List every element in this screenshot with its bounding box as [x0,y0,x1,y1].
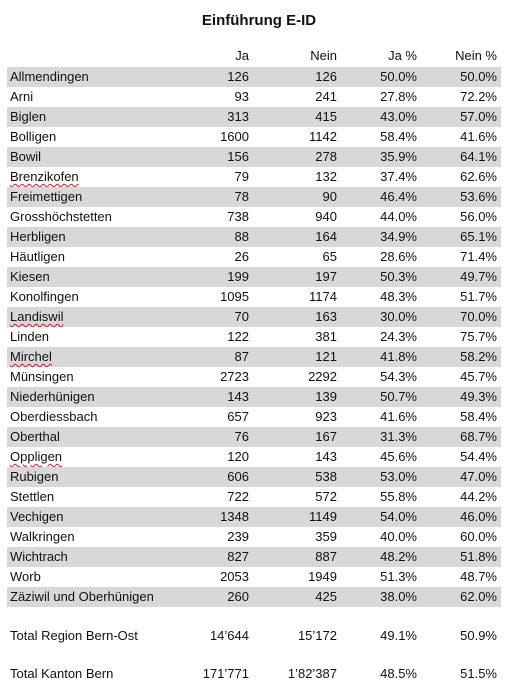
ja-count: 87 [234,349,249,364]
column-header-ja-percent: Ja % [388,48,417,63]
municipality-name: Konolfingen [10,289,79,304]
ja-count: 606 [227,469,249,484]
table-row [7,67,501,87]
nein-count: 121 [315,349,337,364]
nein-percent: 64.1% [460,149,497,164]
nein-percent: 48.7% [460,569,497,584]
municipality-name: Freimettigen [10,189,83,204]
table-row [7,147,501,167]
total-nein: 1’82’387 [287,666,337,681]
nein-count: 381 [315,329,337,344]
nein-percent: 60.0% [460,529,497,544]
nein-count: 164 [315,229,337,244]
nein-count: 241 [315,89,337,104]
ja-count: 827 [227,549,249,564]
table-row [7,207,501,227]
nein-count: 126 [315,69,337,84]
municipality-name: Landiswil [10,309,64,324]
ja-percent: 30.0% [380,309,417,324]
ja-percent: 35.9% [380,149,417,164]
ja-percent: 53.0% [380,469,417,484]
total-nein: 15’172 [297,628,337,643]
ja-count: 143 [227,389,249,404]
results-table [7,45,501,607]
table-row [7,367,501,387]
nein-percent: 62.6% [460,169,497,184]
nein-count: 425 [315,589,337,604]
municipality-name: Kiesen [10,269,50,284]
ja-count: 88 [234,229,249,244]
table-row [7,527,501,547]
table-row [7,227,501,247]
nein-percent: 72.2% [460,89,497,104]
ja-percent: 27.8% [380,89,417,104]
nein-percent: 57.0% [460,109,497,124]
table-row [7,507,501,527]
nein-percent: 45.7% [460,369,497,384]
ja-count: 122 [227,329,249,344]
ja-percent: 44.0% [380,209,417,224]
nein-percent: 47.0% [460,469,497,484]
municipality-name: Mirchel [10,349,52,364]
municipality-name: Bowil [10,149,42,164]
municipality-name: Arni [10,89,34,104]
column-header-nein: Nein [310,48,337,63]
ja-count: 76 [234,429,249,444]
ja-count: 1600 [220,129,249,144]
ja-percent: 41.6% [380,409,417,424]
ja-count: 1095 [220,289,249,304]
nein-percent: 51.8% [460,549,497,564]
nein-percent: 68.7% [460,429,497,444]
ja-percent: 54.3% [380,369,417,384]
ja-count: 2053 [220,569,249,584]
column-header-ja: Ja [235,48,249,63]
ja-count: 738 [227,209,249,224]
ja-count: 70 [234,309,249,324]
total-kanton-row [7,664,501,684]
header-row [7,45,501,67]
column-header-nein-percent: Nein % [455,48,497,63]
ja-percent: 34.9% [380,229,417,244]
municipality-name: Häutligen [10,249,65,264]
table-row [7,427,501,447]
ja-count: 2723 [220,369,249,384]
municipality-name: Bolligen [10,129,57,144]
ja-percent: 51.3% [380,569,417,584]
nein-percent: 53.6% [460,189,497,204]
table-row [7,327,501,347]
nein-count: 2292 [308,369,337,384]
ja-count: 313 [227,109,249,124]
municipality-name: Stettlen [10,489,55,504]
nein-count: 90 [322,189,337,204]
nein-count: 415 [315,109,337,124]
ja-percent: 31.3% [380,429,417,444]
ja-count: 199 [227,269,249,284]
ja-percent: 48.2% [380,549,417,564]
nein-count: 163 [315,309,337,324]
ja-percent: 40.0% [380,529,417,544]
nein-percent: 65.1% [460,229,497,244]
municipality-name: Wichtrach [10,549,68,564]
ja-percent: 54.0% [380,509,417,524]
nein-count: 278 [315,149,337,164]
table-row [7,267,501,287]
nein-count: 887 [315,549,337,564]
ja-percent: 50.3% [380,269,417,284]
table-row [7,467,501,487]
ja-percent: 41.8% [380,349,417,364]
nein-percent: 58.4% [460,409,497,424]
municipality-name: Biglen [10,109,47,124]
total-region-row [7,626,501,646]
table-row [7,107,501,127]
ja-count: 26 [234,249,249,264]
ja-percent: 43.0% [380,109,417,124]
municipality-name: Brenzikofen [10,169,79,184]
table-row [7,187,501,207]
total-ja: 14’644 [209,628,249,643]
table-row [7,447,501,467]
municipality-name: Münsingen [10,369,74,384]
total-ja-percent: 49.1% [380,628,417,643]
table-row [7,347,501,367]
nein-count: 538 [315,469,337,484]
ja-percent: 50.0% [380,69,417,84]
ja-count: 79 [234,169,249,184]
municipality-name: Rubigen [10,469,59,484]
ja-percent: 55.8% [380,489,417,504]
table-row [7,87,501,107]
table-row [7,127,501,147]
nein-percent: 50.0% [460,69,497,84]
table-row [7,307,501,327]
nein-percent: 62.0% [460,589,497,604]
nein-count: 132 [315,169,337,184]
table-row [7,567,501,587]
nein-percent: 46.0% [460,509,497,524]
nein-percent: 44.2% [460,489,497,504]
ja-percent: 38.0% [380,589,417,604]
table-row [7,287,501,307]
ja-percent: 28.6% [380,249,417,264]
ja-percent: 45.6% [380,449,417,464]
nein-percent: 54.4% [460,449,497,464]
ja-count: 120 [227,449,249,464]
nein-count: 940 [315,209,337,224]
table-title: Einführung E-ID [201,12,317,29]
table-row [7,487,501,507]
municipality-name: Vechigen [10,509,64,524]
table-row [7,587,501,607]
ja-count: 78 [234,189,249,204]
municipality-name: Niederhünigen [10,389,95,404]
nein-percent: 41.6% [460,129,497,144]
municipality-name: Oppligen [10,449,63,464]
ja-percent: 37.4% [380,169,417,184]
ja-percent: 50.7% [380,389,417,404]
ja-count: 260 [227,589,249,604]
nein-count: 1949 [308,569,337,584]
table-row [7,387,501,407]
nein-count: 1142 [309,129,337,144]
municipality-name: Grosshöchstetten [10,209,112,224]
municipality-name: Herbligen [10,229,66,244]
nein-count: 1174 [309,289,337,304]
nein-count: 167 [315,429,337,444]
nein-count: 65 [322,249,337,264]
ja-percent: 58.4% [380,129,417,144]
nein-count: 572 [315,489,337,504]
ja-count: 156 [227,149,249,164]
total-nein-percent: 51.5% [460,666,497,681]
table-row [7,547,501,567]
ja-count: 1348 [220,509,249,524]
nein-count: 1149 [309,509,337,524]
total-ja: 171’771 [202,666,249,681]
total-label: Total Kanton Bern [10,666,114,681]
nein-count: 923 [315,409,337,424]
municipality-name: Zäziwil und Oberhünigen [10,589,154,604]
ja-count: 657 [227,409,249,424]
total-label: Total Region Bern-Ost [10,628,138,643]
nein-count: 359 [315,529,337,544]
nein-count: 197 [315,269,337,284]
nein-percent: 75.7% [460,329,497,344]
nein-percent: 56.0% [460,209,497,224]
ja-count: 239 [227,529,249,544]
municipality-name: Worb [10,569,41,584]
table-row [7,247,501,267]
nein-percent: 49.3% [460,389,497,404]
ja-percent: 24.3% [380,329,417,344]
municipality-name: Linden [10,329,50,344]
nein-count: 143 [315,449,337,464]
municipality-name: Oberthal [10,429,60,444]
table-row [7,407,501,427]
nein-percent: 71.4% [460,249,497,264]
nein-percent: 49.7% [460,269,497,284]
ja-percent: 46.4% [380,189,417,204]
nein-percent: 51.7% [460,289,497,304]
ja-count: 722 [227,489,249,504]
ja-count: 93 [234,89,249,104]
total-nein-percent: 50.9% [460,628,497,643]
nein-percent: 58.2% [460,349,497,364]
nein-percent: 70.0% [460,309,497,324]
municipality-name: Allmendingen [10,69,89,84]
total-ja-percent: 48.5% [380,666,417,681]
nein-count: 139 [315,389,337,404]
municipality-name: Oberdiessbach [10,409,98,424]
ja-count: 126 [227,69,249,84]
municipality-name: Walkringen [10,529,75,544]
table-row [7,167,501,187]
ja-percent: 48.3% [380,289,417,304]
